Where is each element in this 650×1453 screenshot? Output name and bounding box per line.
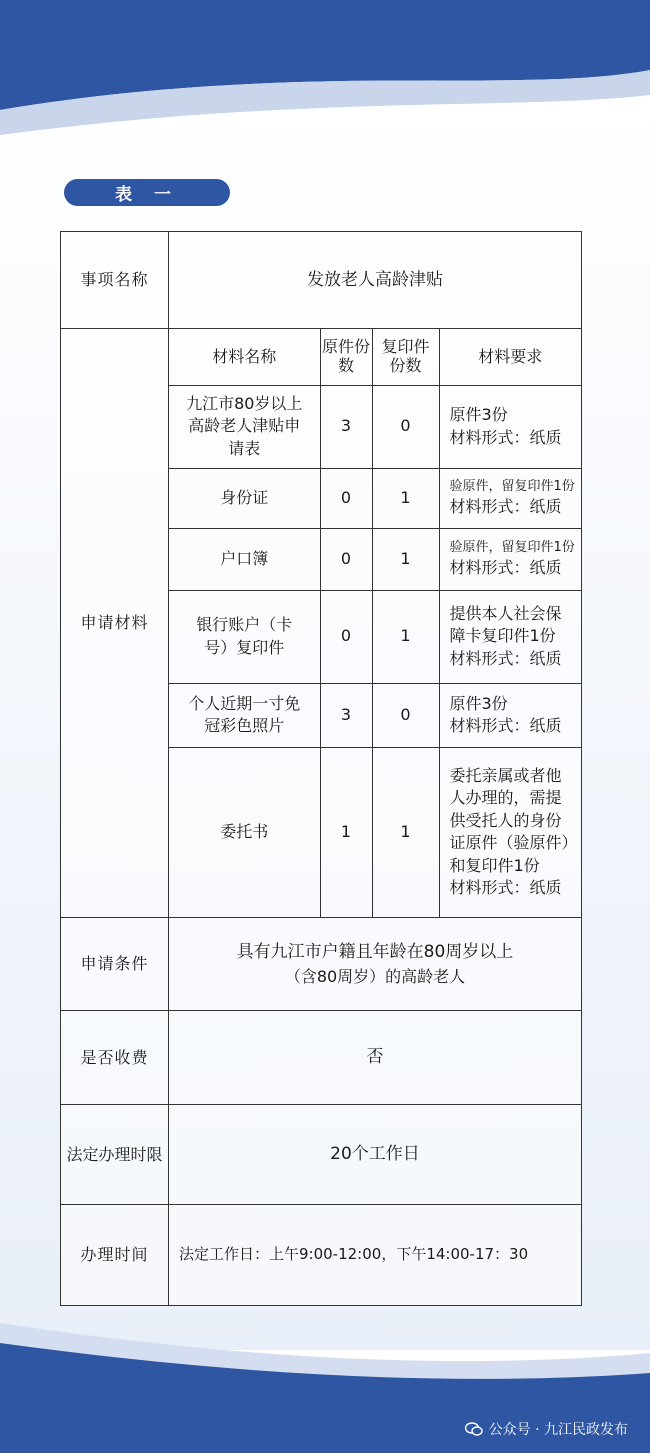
table-row bbox=[61, 1011, 582, 1105]
row-label-conditions: 申请条件 bbox=[61, 918, 169, 1011]
material-originals: 0 bbox=[320, 590, 372, 683]
material-originals: 1 bbox=[320, 747, 372, 917]
material-originals: 0 bbox=[320, 528, 372, 590]
material-name: 身份证 bbox=[169, 468, 320, 528]
time-limit-value: 20个工作日 bbox=[169, 1105, 582, 1205]
material-name: 户口簿 bbox=[169, 528, 320, 590]
table-row bbox=[61, 329, 582, 918]
conditions-value: 具有九江市户籍且年龄在80周岁以上 （含80周岁）的高龄老人 bbox=[169, 918, 582, 1011]
header-material-name: 材料名称 bbox=[169, 329, 320, 385]
material-copies: 1 bbox=[372, 528, 439, 590]
table-row bbox=[61, 232, 582, 329]
material-copies: 1 bbox=[372, 468, 439, 528]
material-requirement: 原件3份 材料形式：纸质 bbox=[439, 683, 581, 747]
table-row bbox=[169, 385, 581, 468]
header-copies: 复印件份数 bbox=[372, 329, 439, 385]
fee-value: 否 bbox=[169, 1011, 582, 1105]
table-row bbox=[169, 528, 581, 590]
header-requirements: 材料要求 bbox=[439, 329, 581, 385]
table-row bbox=[169, 590, 581, 683]
top-banner bbox=[0, 0, 650, 150]
material-originals: 3 bbox=[320, 683, 372, 747]
material-requirement: 提供本人社会保障卡复印件1份 材料形式：纸质 bbox=[439, 590, 581, 683]
material-name: 个人近期一寸免冠彩色照片 bbox=[169, 683, 320, 747]
material-requirement: 验原件，留复印件1份 材料形式：纸质 bbox=[439, 468, 581, 528]
hours-value: 法定工作日：上午9:00-12:00，下午14:00-17：30 bbox=[169, 1205, 582, 1306]
material-originals: 0 bbox=[320, 468, 372, 528]
material-copies: 1 bbox=[372, 747, 439, 917]
table-row bbox=[61, 918, 582, 1011]
item-name-value: 发放老人高龄津贴 bbox=[169, 232, 582, 329]
wechat-icon bbox=[465, 1422, 483, 1436]
footer-brand bbox=[465, 1419, 628, 1439]
material-requirement: 验原件，留复印件1份 材料形式：纸质 bbox=[439, 528, 581, 590]
table-row bbox=[169, 468, 581, 528]
material-name: 委托书 bbox=[169, 747, 320, 917]
row-label-fee: 是否收费 bbox=[61, 1011, 169, 1105]
material-copies: 0 bbox=[372, 385, 439, 468]
material-name: 九江市80岁以上高龄老人津贴申请表 bbox=[169, 385, 320, 468]
table-row bbox=[61, 1205, 582, 1306]
row-label-item: 事项名称 bbox=[61, 232, 169, 329]
material-requirement: 原件3份 材料形式：纸质 bbox=[439, 385, 581, 468]
table-row bbox=[61, 1105, 582, 1205]
service-info-table bbox=[60, 231, 582, 1306]
material-copies: 0 bbox=[372, 683, 439, 747]
material-originals: 3 bbox=[320, 385, 372, 468]
material-copies: 1 bbox=[372, 590, 439, 683]
materials-header-row bbox=[169, 329, 581, 385]
material-name: 银行账户（卡号）复印件 bbox=[169, 590, 320, 683]
row-label-hours: 办理时间 bbox=[61, 1205, 169, 1306]
table-title: 表 一 bbox=[64, 179, 230, 206]
material-requirement: 委托亲属或者他人办理的，需提供受托人的身份证原件（验原件）和复印件1份 材料形式：纸质 bbox=[439, 747, 581, 917]
table-row bbox=[169, 747, 581, 917]
footer-brand-text: 公众号 · 九江民政发布 bbox=[488, 1422, 628, 1438]
table-row bbox=[169, 683, 581, 747]
materials-table bbox=[169, 329, 581, 917]
row-label-materials: 申请材料 bbox=[61, 329, 169, 918]
row-label-time-limit: 法定办理时限 bbox=[61, 1105, 169, 1205]
header-originals: 原件份数 bbox=[320, 329, 372, 385]
